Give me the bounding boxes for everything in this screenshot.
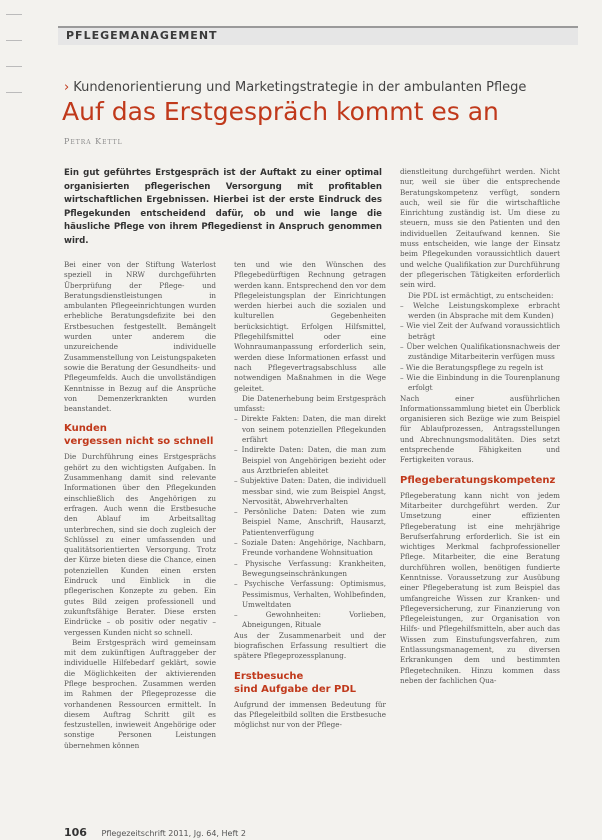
bullet-list [400,301,560,394]
page-footer [64,826,584,839]
subheading-line: Erstbesuche [234,670,304,682]
article-lead: Ein gut geführtes Erstgespräch ist der Auftakt zu einer optimal organisierten pflegerischen Versorgung mit profitablen wirtschaftlichen Ergebnissen. Hierbei ist der erste Eindruck des Pflegekunden entscheidend dafür, ob und wie lange die häusliche Pflege von ihrem Pflegedienst in Anspruch genommen wird. [64,168,382,246]
subheading [64,422,216,448]
paragraph: Beim Erstgespräch wird gemeinsam mit dem zukünftigen Auftraggeber der individuelle Hilfebedarf geklärt, sowie die Möglichkeiten der aktivierenden Pflege besprochen. Zusammen werden im Rahmen der Pflegeprozesse die vorhandenen Ressourcen ermittelt. In diesem Auftrag Schritt gilt es festzustellen, inwieweit Angehörige oder sonstige Personen Leistungen übernehmen können [64,637,216,750]
section-header-bar [58,26,578,45]
paragraph: Aufgrund der immensen Bedeutung für das Pflegeleitbild sollten die Erstbesuche möglichst nur von der Pflege- [234,699,386,730]
paragraph: Nach einer ausführlichen Informationssammlung bietet ein Überblick organisieren sich Bezüge wie zum Beispiel für Ablaufprozessen, Antragsstellungen und Abrechnungsmodalitäten. Dies setzt entsprechende Fähigkeiten und Fertigkeiten voraus. [400,393,560,465]
subheading-line: sind Aufgabe der PDL [234,683,357,695]
list-item: – Psychische Verfassung: Optimismus, Pessimismus, Verhalten, Wohlbefinden, Umweltdaten [234,579,386,609]
list-intro: Die PDL ist ermächtigt, zu entscheiden: [408,290,554,300]
list-item: – Direkte Fakten: Daten, die man direkt von seinem potenziellen Pflegekunden erfährt [234,414,386,445]
list-item: – Indirekte Daten: Daten, die man zum Beispiel von Angehörigen bezieht oder aus Arztbriefen ableitet [234,445,387,475]
text-column-3 [400,167,560,686]
list-item: – Wie die Einbindung in die Tourenplanung erfolgt [400,372,560,393]
list-intro: Die Datenerhebung beim Erstgespräch umfasst: [234,393,386,414]
paragraph: Bei einer von der Stiftung Waterlost speziell in NRW durchgeführten Überprüfung der Pflege- und Beratungsdienstleistungen in ambulanten Pflegeeinrichtungen wurden erhebliche Beratungsdefizite bei den Erstbesuchen festgestellt. Bemängelt wurden unter anderem die unzureichende individuelle Zusammenstellung von Leistungspaketen sowie die Beratung der Gesundheits- und Pflegeumfelds. Auch die unvollständigen Kenntnisse in Bezug auf die Ansprüche von Demenzerkrankten wurden beanstandet. [64,260,216,414]
kicker-text: Kundenorientierung und Marketingstrategie in der ambulanten Pflege [73,80,527,95]
text-column-1 [64,260,216,751]
section-label: PFLEGEMANAGEMENT [66,29,218,42]
paragraph: ten und wie den Wünschen des Pflegebedürftigen Rechnung getragen werden kann. Entsprechend den vor dem Pflegeleistungsplan der Einrichtungen werden hierbei auch die sozialen und kulturellen Gegebenheiten berücksichtigt. Erfolgen Hilfsmittel, Pflegehilfsmittel oder eine Wohnraumanpassung erforderlich sein, werden diese Informationen erfasst und nach Pflegevertragsabschluss alle notwendigen Maßnahmen in die Wege geleitet. [234,260,386,393]
subheading [234,670,386,696]
list-item: – Soziale Daten: Angehörige, Nachbarn, Freunde vorhandene Wohnsituation [234,538,386,558]
paragraph: dienstleitung durchgeführt werden. Nicht nur, weil sie über die entsprechende Beratungskompetenz verfügt, sondern auch, weil sie für die wirtschaftliche Einrichtung zuständig ist. Um diese zu steuern, muss sie den Patienten und den individuellen Zeitaufwand kennen. Sie muss entscheiden, wie lange der Einsatz beim Pflegekunden voraussichtlich dauert und welche Qualifikation zur Durchführung der pflegerischen Tätigkeiten erforderlich sein wird. [400,167,560,290]
subheading: Pflegeberatungskompetenz [400,474,556,486]
text-column-2 [234,260,386,730]
list-item: – Wie viel Zeit der Aufwand voraussichtlich beträgt [400,321,560,341]
paragraph: Die Durchführung eines Erstgesprächs gehört zu den wichtigsten Aufgaben. In Zusammenhang damit sind relevante Informationen über den Pflegekunden einschließlich des Angehörigen zu erfragen. Auch wenn die Erstbesuche den Ablauf im Arbeitsalltag unterbrechen, sind sie doch zugleich der Schlüssel zu einer umfassenden und qualitätsorientierten Versorgung. Trotz der Kürze bieten diese die Chance, einen potenziellen Kunden einen ersten Eindruck und Einblick in die pflegerischen Konzepte zu geben. Ein gutes Bild zeigen professionell und zukunftsfähige Berater. Diese ersten Eindrücke – ob positiv oder negativ – vergessen Kunden nicht so schnell. [64,452,216,637]
subheading-line: Kunden [64,423,107,435]
chevron-right-icon: › [64,80,70,95]
article-author: Petra Kettl [64,137,123,146]
list-item: – Welche Leistungskomplexe erbracht werden (in Absprache mit dem Kunden) [400,300,560,321]
paragraph: Pflegeberatung kann nicht von jedem Mitarbeiter durchgeführt werden. Zur Umsetzung einer effizienten Pflegeberatung ist eine mehrjährige Berufserfahrung erforderlich. Sie ist ein wichtiges Merkmal fachprofessioneller Pflege. Mitarbeiter, die eine Beratung durchführen wollen, benötigen fundierte Kenntnisse. Voraussetzung zur Ausübung einer Pflegeberatung ist zum Beispiel das umfangreiche Wissen zur Kranken- und Pflegeversicherung, zur Finanzierung von Pflegeleistungen, zur Organisation von Hilfs- und Pflegehilfsmitteln, aber auch das Wissen zum Einstufungsverfahren, zum Entlassungsmanagement, zu diversen Erkrankungen dem und bestimmten Pflegetechniken. Hinzu kommen dass neben der fachlichen Qua- [400,490,560,685]
binding-marks [0,0,40,120]
list-item: – Subjektive Daten: Daten, die individuell messbar sind, wie zum Beispiel Angst, Nervosität, Abwehrverhalten [234,476,386,506]
subheading-line: vergessen nicht so schnell [64,436,214,448]
article-kicker [64,80,584,95]
page-number: 106 [64,826,87,839]
paragraph: Aus der Zusammenarbeit und der biografischen Erfassung resultiert die spätere Pflegeprozessplanung. [234,630,386,661]
list-item: – Gewohnheiten: Vorlieben, Abneigungen, Rituale [234,610,386,630]
list-item: – Persönliche Daten: Daten wie zum Beispiel Name, Anschrift, Hausarzt, Patientenverfügung [234,507,386,537]
list-item: – Wie die Beratungspflege zu regeln ist [400,362,544,372]
list-item: – Über welchen Qualifikationsnachweis der zuständige Mitarbeiterin verfügen muss [400,342,560,362]
journal-citation: Pflegezeitschrift 2011, Jg. 64, Heft 2 [101,829,246,838]
bullet-list [234,414,386,630]
list-item: – Physische Verfassung: Krankheiten, Bewegungseinschränkungen [234,558,386,578]
article-title: Auf das Erstgespräch kommt es an [62,97,499,126]
